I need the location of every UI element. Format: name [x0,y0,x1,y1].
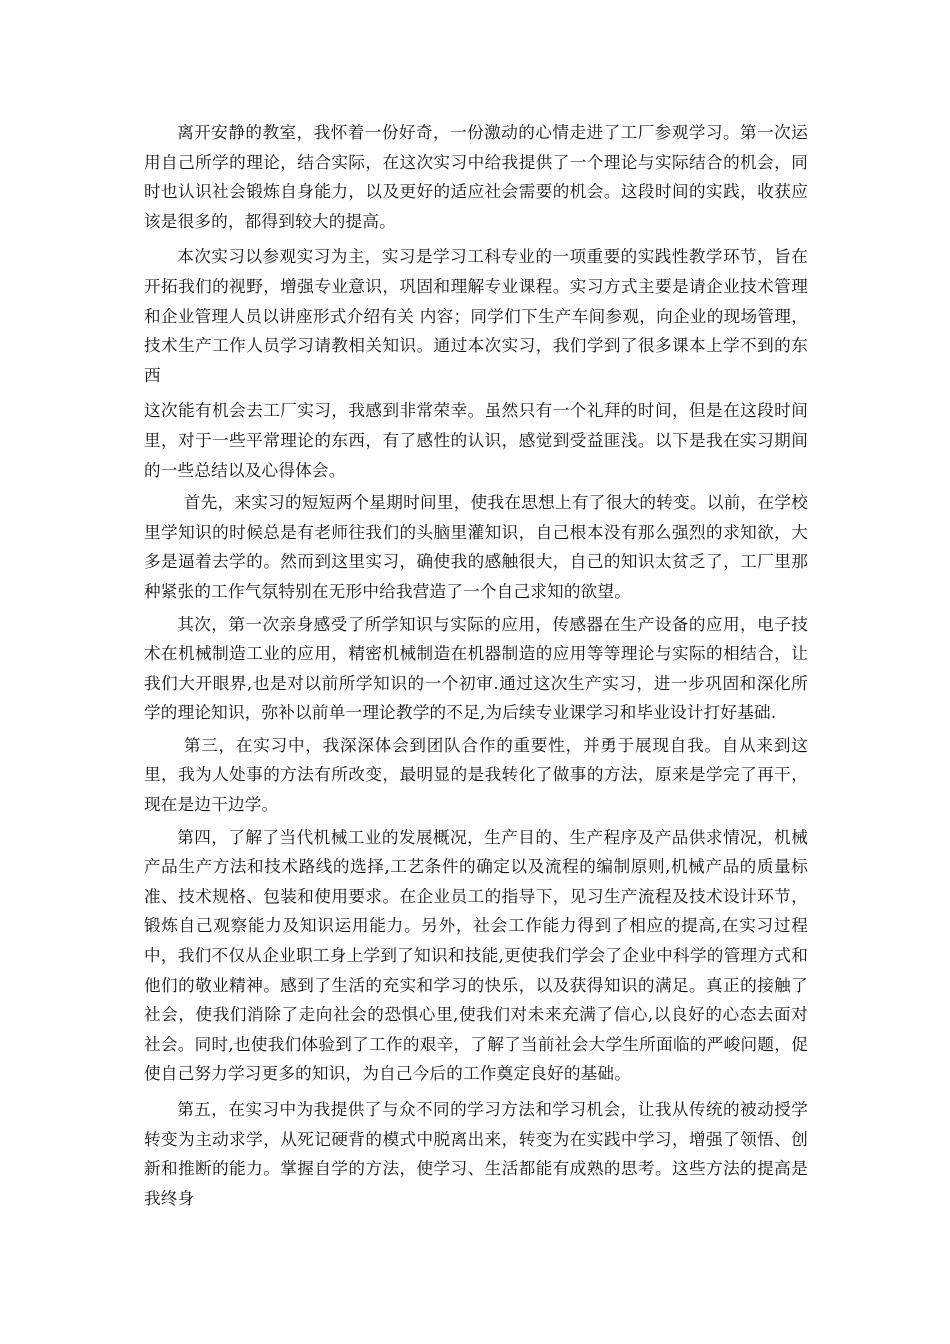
paragraph-fifth: 第五，在实习中为我提供了与众不同的学习方法和学习机会，让我从传统的被动授学转变为主动求学，从死记硬背的模式中脱离出来，转变为在实践中学习，增强了领悟、创新和推断的能力。掌握自学的方法，使学习、生活都能有成熟的思考。这些方法的提高是我终身 [144,1100,808,1208]
paragraph-internship-overview: 本次实习以参观实习为主，实习是学习工科专业的一项重要的实践性教学环节，旨在开拓我们的视野，增强专业意识，巩固和理解专业课程。实习方式主要是请企业技术管理和企业管理人员以讲座形式介绍有关 内容；同学们下生产车间参观，向企业的现场管理，技术生产工作人员学习请教相关知识。通过本次实习，我们学到了很多课本上学不到的东西 [144,247,808,385]
paragraph-opportunity: 这次能有机会去工厂实习，我感到非常荣幸。虽然只有一个礼拜的时间，但是在这段时间里，对于一些平常理论的东西，有了感性的认识，感觉到受益匪浅。以下是我在实习期间的一些总结以及心得体会。 [144,401,808,480]
paragraph-third: 第三，在实习中，我深深体会到团队合作的重要性，并勇于展现自我。自从来到这里，我为人处事的方法有所改变，最明显的是我转化了做事的方法，原来是学完了再干，现在是边干边学。 [144,735,808,815]
paragraph-first: 首先，来实习的短短两个星期时间里，使我在思想上有了很大的转变。以前，在学校里学知识的时候总是有老师往我们的头脑里灌知识，自己根本没有那么强烈的求知欲，大多是逼着去学的。然而到这里实习，确使我的感触很大，自己的知识太贫乏了，工厂里那种紧张的工作气氛特别在无形中给我营造了一个自己求知的欲望。 [144,493,808,601]
paragraph-intro: 离开安静的教室，我怀着一份好奇，一份激动的心情走进了工厂参观学习。第一次运用自己所学的理论，结合实际，在这次实习中给我提供了一个理论与实际结合的机会，同时也认识社会锻炼自身能力，以及更好的适应社会需要的机会。这段时间的实践，收获应该是很多的，都得到较大的提高。 [144,123,808,231]
paragraph-fourth: 第四，了解了当代机械工业的发展概况，生产目的、生产程序及产品供求情况，机械产品生产方法和技术路线的选择,工艺条件的确定以及流程的编制原则,机械产品的质量标准、技术规格、包装和使用要求。在企业员工的指导下，见习生产流程及技术设计环节，锻炼自己观察能力及知识运用能力。另外，社会工作能力得到了相应的提高,在实习过程中，我们不仅从企业职工身上学到了知识和技能,更使我们学会了企业中科学的管理方式和他们的敬业精神。感到了生活的充实和学习的快乐，以及获得知识的满足。真正的接触了社会，使我们消除了走向社会的恐惧心里,使我们对未来充满了信心,以良好的心态去面对社会。同时,也使我们体验到了工作的艰辛，了解了当前社会大学生所面临的严峻问题，促使自己努力学习更多的知识，为自己今后的工作奠定良好的基础。 [144,827,808,1084]
document-page [144,118,808,1213]
paragraph-second: 其次，第一次亲身感受了所学知识与实际的应用，传感器在生产设备的应用，电子技术在机械制造工业的应用，精密机械制造在机器制造的应用等等理论与实际的相结合，让我们大开眼界,也是对以前所学知识的一个初审.通过这次生产实习，进一步巩固和深化所学的理论知识，弥补以前单一理论教学的不足,为后续专业课学习和毕业设计打好基础. [144,614,808,723]
